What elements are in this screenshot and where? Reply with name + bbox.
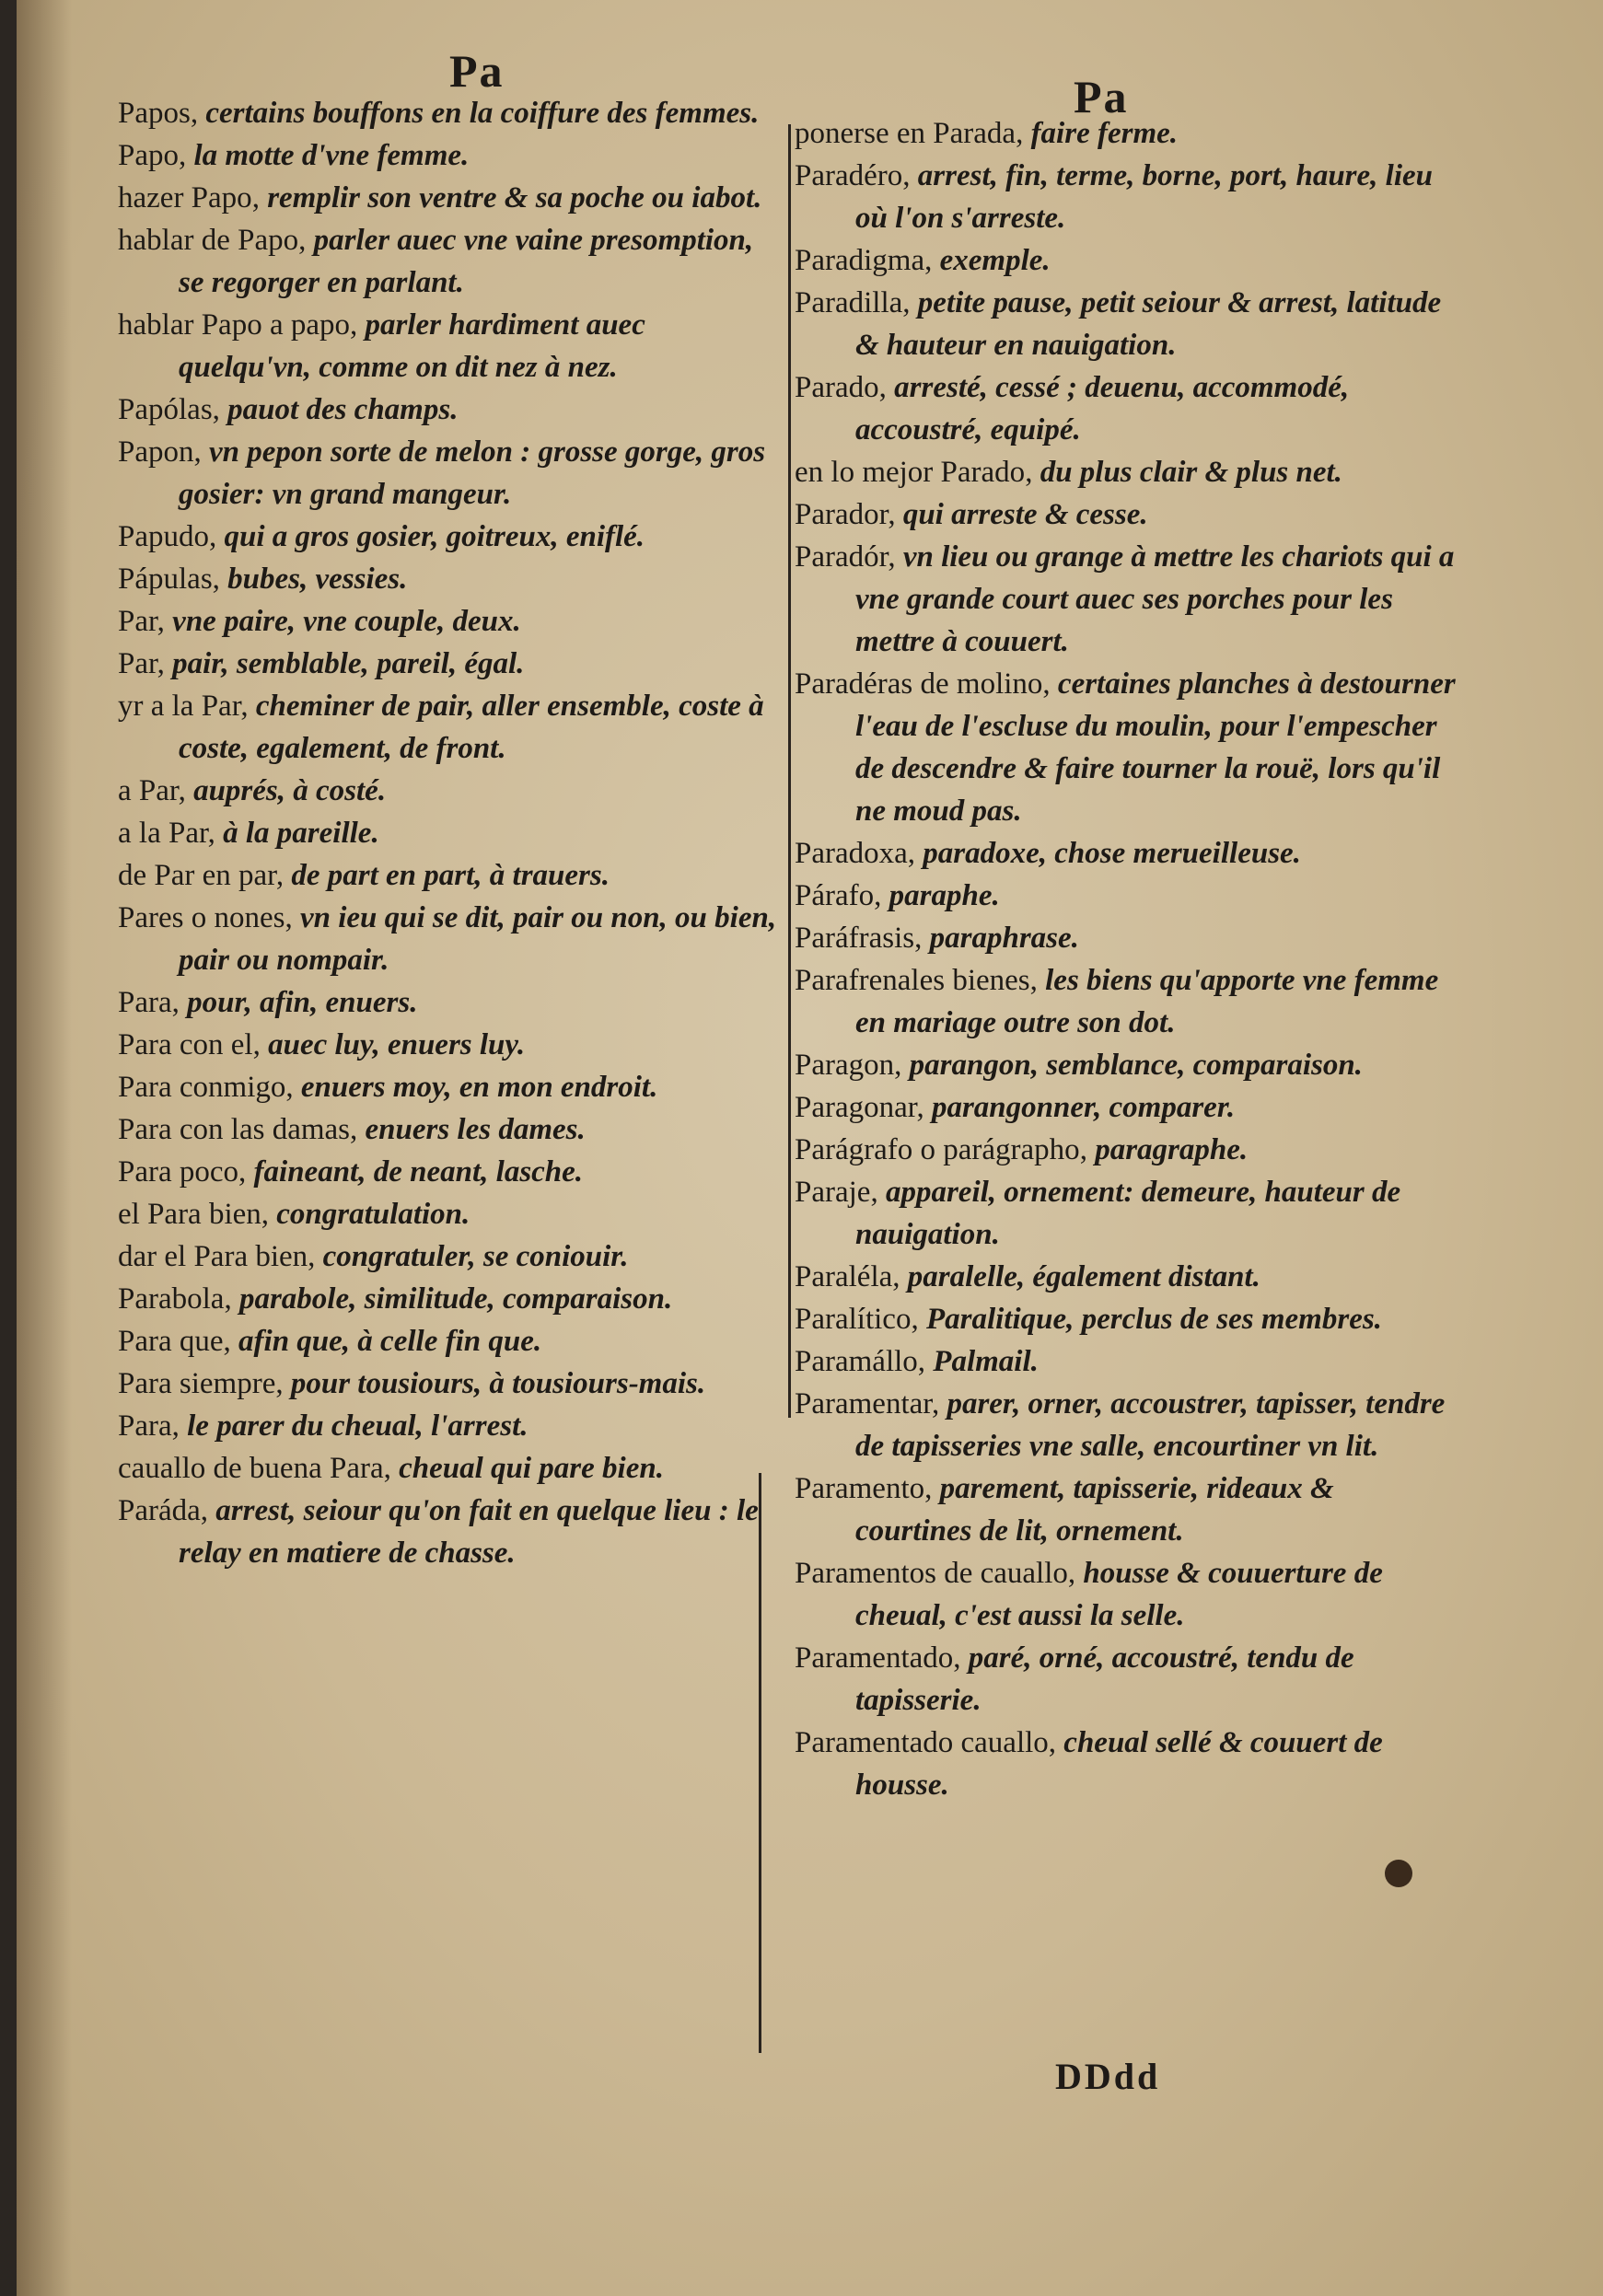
entry-headword: Parágrafo o parágrapho: [795, 1133, 1080, 1166]
entry-definition: paraphrase.: [929, 922, 1079, 955]
entry-definition: exemple.: [939, 244, 1051, 277]
dictionary-entry: [118, 897, 781, 981]
entry-separator: ,: [874, 879, 889, 912]
entry-headword: Para con el: [118, 1028, 253, 1061]
entry-headword: Papon: [118, 435, 194, 469]
entry-definition: vn lieu ou grange à mettre les chariots qui a vne grande court auec ses porches pour les mettre à couuert.: [855, 540, 1455, 658]
dictionary-entry: [795, 1086, 1458, 1129]
entry-definition: Palmail.: [933, 1345, 1039, 1378]
entry-headword: Par: [118, 647, 157, 680]
entry-headword: Paramentado cauallo: [795, 1726, 1049, 1759]
entry-definition: housse & couuerture de cheual, c'est aussi la selle.: [855, 1557, 1383, 1632]
entry-separator: ,: [212, 562, 228, 596]
entry-headword: Paraléla: [795, 1260, 893, 1293]
entry-separator: ,: [298, 224, 314, 257]
dictionary-entry: [795, 493, 1458, 536]
entry-definition: arrest, fin, terme, borne, port, haure, lieu où l'on s'arreste.: [855, 159, 1433, 235]
dictionary-entry: [795, 1637, 1458, 1722]
entry-headword: en lo mejor Parado: [795, 456, 1026, 489]
dictionary-entry: [795, 1340, 1458, 1383]
entry-headword: Parabola: [118, 1282, 225, 1316]
dictionary-entry: [795, 832, 1458, 875]
dictionary-entry: [795, 1129, 1458, 1171]
entry-definition: vn pepon sorte de melon : grosse gorge, gros gosier: vn grand mangeur.: [179, 435, 766, 511]
dictionary-entry: [118, 981, 781, 1024]
entry-separator: ,: [171, 986, 188, 1019]
dictionary-entry: [795, 1467, 1458, 1552]
ink-stain: [1385, 1860, 1412, 1887]
entry-separator: ,: [1048, 1726, 1064, 1759]
entry-separator: ,: [1042, 667, 1058, 701]
entry-separator: ,: [190, 97, 206, 130]
entry-headword: Paragonar: [795, 1091, 917, 1124]
dictionary-entry: [118, 1193, 781, 1235]
dictionary-entry: [795, 112, 1458, 155]
entry-separator: ,: [894, 1049, 910, 1082]
dictionary-entry: [795, 1383, 1458, 1467]
entry-separator: ,: [285, 1071, 301, 1104]
entry-definition: enuers moy, en mon endroit.: [300, 1071, 658, 1104]
entry-separator: ,: [924, 1472, 940, 1505]
entry-definition: pour, afin, enuers.: [187, 986, 418, 1019]
dictionary-entry: [795, 239, 1458, 282]
dictionary-page: [17, 0, 1603, 2296]
entry-separator: ,: [1029, 964, 1046, 997]
entry-headword: ponerse en Parada: [795, 117, 1016, 150]
entry-separator: ,: [275, 859, 292, 892]
entry-definition: afin que, à celle fin que.: [238, 1325, 542, 1358]
entry-definition: pair, semblable, pareil, égal.: [172, 647, 525, 680]
entry-separator: ,: [924, 244, 940, 277]
entry-separator: ,: [888, 540, 903, 574]
entry-headword: Paradór: [795, 540, 889, 574]
right-column: [795, 112, 1458, 1806]
entry-headword: Para con las damas: [118, 1113, 350, 1146]
entry-definition: paralelle, également distant.: [907, 1260, 1260, 1293]
dictionary-entry: [795, 366, 1458, 451]
dictionary-entry: [118, 219, 781, 304]
entry-headword: de Par en par: [118, 859, 276, 892]
entry-headword: Papólas: [118, 393, 213, 426]
dictionary-entry: [118, 1024, 781, 1066]
entry-separator: ,: [209, 520, 225, 553]
dictionary-entry: [795, 875, 1458, 917]
dictionary-entry: [795, 1256, 1458, 1298]
entry-separator: ,: [238, 1155, 254, 1189]
entry-separator: ,: [914, 922, 930, 955]
dictionary-entry: [118, 1447, 781, 1490]
dictionary-entry: [118, 1405, 781, 1447]
entry-separator: ,: [350, 1113, 366, 1146]
entry-headword: Paramentado: [795, 1641, 954, 1675]
entry-definition: parler hardiment auec quelqu'vn, comme on dit nez à nez.: [179, 308, 645, 384]
entry-separator: ,: [892, 1260, 908, 1293]
dictionary-entry: [118, 558, 781, 600]
entry-definition: vne paire, vne couple, deux.: [172, 605, 521, 638]
entry-definition: arrest, seiour qu'on fait en quelque lieu : le relay en matiere de chasse.: [179, 1494, 759, 1570]
dictionary-entry: [118, 304, 781, 388]
dictionary-entry: [795, 536, 1458, 663]
entry-definition: le parer du cheual, l'arrest.: [187, 1409, 529, 1443]
entry-definition: parangon, semblance, comparaison.: [909, 1049, 1363, 1082]
dictionary-entry: [118, 1320, 781, 1363]
entry-headword: Paramento: [795, 1472, 925, 1505]
dictionary-entry: [795, 282, 1458, 366]
dictionary-entry: [118, 1490, 781, 1574]
entry-definition: pauot des champs.: [227, 393, 459, 426]
entry-definition: appareil, ornement: demeure, hauteur de nauigation.: [855, 1176, 1401, 1251]
dictionary-entry: [795, 1722, 1458, 1806]
entry-headword: hablar de Papo: [118, 224, 299, 257]
dictionary-entry: [118, 1108, 781, 1151]
entry-headword: a Par: [118, 774, 179, 807]
entry-separator: ,: [193, 435, 209, 469]
left-column-header: Pa: [449, 45, 505, 97]
dictionary-entry: [118, 92, 781, 134]
dictionary-entry: [118, 516, 781, 558]
dictionary-entry: [118, 1278, 781, 1320]
entry-separator: ,: [261, 1198, 277, 1231]
dictionary-entry: [795, 663, 1458, 832]
entry-headword: Paráda: [118, 1494, 201, 1527]
dictionary-entry: [795, 1298, 1458, 1340]
dictionary-entry: [118, 770, 781, 812]
entry-headword: Para: [118, 986, 172, 1019]
entry-definition: de part en part, à trauers.: [291, 859, 610, 892]
dictionary-entry: [118, 134, 781, 177]
entry-headword: hablar Papo a papo: [118, 308, 350, 342]
entry-headword: Paragon: [795, 1049, 895, 1082]
dictionary-entry: [118, 431, 781, 516]
entry-definition: les biens qu'apporte vne femme en mariage outre son dot.: [855, 964, 1439, 1039]
entry-definition: faineant, de neant, lasche.: [253, 1155, 584, 1189]
dictionary-entry: [118, 600, 781, 643]
entry-headword: dar el Para bien: [118, 1240, 308, 1273]
entry-separator: ,: [275, 1367, 291, 1400]
entry-definition: cheminer de pair, aller ensemble, coste à coste, egalement, de front.: [179, 690, 764, 765]
entry-definition: parer, orner, accoustrer, tapisser, tendre de tapisseries vne salle, encourtiner vn lit.: [855, 1387, 1446, 1463]
entry-separator: ,: [902, 286, 918, 319]
dictionary-entry: [118, 1066, 781, 1108]
entry-separator: ,: [1016, 117, 1031, 150]
entry-headword: Pápulas: [118, 562, 213, 596]
entry-definition: parement, tapisserie, rideaux & courtines de lit, ornement.: [855, 1472, 1334, 1548]
entry-headword: Para: [118, 1409, 172, 1443]
entry-separator: ,: [251, 181, 268, 215]
entry-separator: ,: [888, 498, 903, 531]
dictionary-entry: [795, 451, 1458, 493]
entry-headword: Paráfrasis: [795, 922, 915, 955]
entry-headword: Párafo: [795, 879, 875, 912]
entry-separator: ,: [212, 393, 228, 426]
entry-separator: ,: [1025, 456, 1040, 489]
dictionary-entry: [118, 643, 781, 685]
column-divider: [788, 124, 791, 1418]
dictionary-entry: [118, 177, 781, 219]
entry-separator: ,: [383, 1452, 400, 1485]
entry-headword: Paraje: [795, 1176, 871, 1209]
entry-definition: du plus clair & plus net.: [1040, 456, 1342, 489]
dictionary-entry: [118, 685, 781, 770]
dictionary-entry: [118, 854, 781, 897]
entry-definition: paradoxe, chose merueilleuse.: [923, 837, 1301, 870]
entry-definition: Paralitique, perclus de ses membres.: [925, 1303, 1382, 1336]
entry-definition: remplir son ventre & sa poche ou iabot.: [267, 181, 762, 215]
entry-headword: Para poco: [118, 1155, 239, 1189]
page-gutter-shadow: [17, 0, 72, 2296]
entry-definition: la motte d'vne femme.: [193, 139, 470, 172]
entry-separator: ,: [907, 837, 923, 870]
entry-headword: Para conmigo: [118, 1071, 286, 1104]
entry-definition: petite pause, petit seiour & arrest, latitude & hauteur en nauigation.: [855, 286, 1442, 362]
entry-definition: faire ferme.: [1030, 117, 1179, 150]
entry-headword: Para que: [118, 1325, 224, 1358]
entry-separator: ,: [207, 817, 224, 850]
entry-definition: cheual qui pare bien.: [399, 1452, 664, 1485]
entry-definition: pour tousiours, à tousiours-mais.: [290, 1367, 706, 1400]
entry-separator: ,: [916, 1091, 932, 1124]
dictionary-entry: [118, 1151, 781, 1193]
entry-headword: Papo: [118, 139, 179, 172]
entry-definition: paré, orné, accoustré, tendu de tapisserie.: [855, 1641, 1354, 1717]
dictionary-entry: [118, 812, 781, 854]
dictionary-entry: [118, 388, 781, 431]
entry-headword: Paradigma: [795, 244, 925, 277]
dictionary-entry: [795, 1552, 1458, 1637]
entry-headword: Paramentar: [795, 1387, 932, 1421]
entry-definition: parabole, similitude, comparaison.: [238, 1282, 673, 1316]
entry-headword: el Para bien: [118, 1198, 261, 1231]
entry-headword: Parado: [795, 371, 879, 404]
entry-headword: Paramentos de cauallo: [795, 1557, 1068, 1590]
right-column-header: Pa: [1074, 71, 1129, 122]
entry-separator: ,: [179, 139, 194, 172]
entry-definition: certains bouffons en la coiffure des femmes.: [205, 97, 760, 130]
dictionary-entry: [118, 1363, 781, 1405]
entry-headword: Paramállo: [795, 1345, 918, 1378]
entry-definition: enuers les dames.: [365, 1113, 586, 1146]
entry-definition: qui a gros gosier, goitreux, eniflé.: [224, 520, 645, 553]
entry-definition: congratuler, se coniouir.: [322, 1240, 629, 1273]
entry-headword: Paradoxa: [795, 837, 908, 870]
entry-headword: a la Par: [118, 817, 208, 850]
entry-separator: ,: [252, 1028, 269, 1061]
dictionary-entry: [795, 917, 1458, 959]
entry-separator: ,: [917, 1345, 934, 1378]
entry-separator: ,: [1067, 1557, 1084, 1590]
entry-definition: certaines planches à destourner l'eau de l'escluse du moulin, pour l'empescher de descendre & faire tourner la rouë, lors qu'il ne moud pas.: [855, 667, 1456, 828]
entry-separator: ,: [308, 1240, 323, 1273]
entry-headword: Parador: [795, 498, 889, 531]
entry-definition: auec luy, enuers luy.: [268, 1028, 526, 1061]
entry-definition: arresté, cessé ; deuenu, accommodé, accoustré, equipé.: [855, 371, 1350, 446]
entry-separator: ,: [200, 1494, 216, 1527]
entry-definition: paraphe.: [889, 879, 1000, 912]
entry-headword: Pares o nones: [118, 901, 285, 934]
entry-definition: cheual sellé & couuert de housse.: [855, 1726, 1383, 1802]
entry-separator: ,: [870, 1176, 886, 1209]
entry-definition: congratulation.: [276, 1198, 470, 1231]
entry-headword: Par: [118, 605, 157, 638]
entry-separator: ,: [902, 159, 918, 192]
dictionary-entry: [795, 1171, 1458, 1256]
entry-headword: hazer Papo: [118, 181, 252, 215]
left-column: [118, 92, 781, 1574]
dictionary-entry: [795, 959, 1458, 1044]
entry-definition: parler auec vne vaine presomption, se regorger en parlant.: [179, 224, 754, 299]
entry-headword: Papudo: [118, 520, 209, 553]
entry-separator: ,: [224, 1282, 239, 1316]
entry-definition: vn ieu qui se dit, pair ou non, ou bien, pair ou nompair.: [179, 901, 777, 977]
entry-separator: ,: [931, 1387, 947, 1421]
entry-separator: ,: [223, 1325, 239, 1358]
entry-headword: Paralítico: [795, 1303, 912, 1336]
entry-separator: ,: [350, 308, 366, 342]
dictionary-entry: [795, 1044, 1458, 1086]
dictionary-entry: [118, 1235, 781, 1278]
entry-separator: ,: [911, 1303, 926, 1336]
entry-headword: Para siempre: [118, 1367, 276, 1400]
entry-headword: Paradéras de molino: [795, 667, 1043, 701]
entry-separator: ,: [157, 605, 173, 638]
entry-separator: ,: [1079, 1133, 1096, 1166]
entry-headword: cauallo de buena Para: [118, 1452, 384, 1485]
entry-separator: ,: [178, 774, 194, 807]
signature-mark: DDdd: [1055, 2056, 1161, 2097]
entry-definition: qui arreste & cesse.: [902, 498, 1148, 531]
entry-definition: parangonner, comparer.: [931, 1091, 1236, 1124]
entry-separator: ,: [157, 647, 173, 680]
entry-separator: ,: [171, 1409, 188, 1443]
entry-definition: paragraphe.: [1095, 1133, 1249, 1166]
entry-separator: ,: [285, 901, 300, 934]
entry-separator: ,: [878, 371, 895, 404]
dictionary-entry: [795, 155, 1458, 239]
entry-definition: auprés, à costé.: [193, 774, 387, 807]
entry-definition: bubes, vessies.: [227, 562, 408, 596]
entry-definition: à la pareille.: [223, 817, 379, 850]
entry-headword: Papos: [118, 97, 191, 130]
entry-headword: yr a la Par: [118, 690, 241, 723]
entry-separator: ,: [240, 690, 256, 723]
entry-headword: Paradéro: [795, 159, 903, 192]
entry-separator: ,: [953, 1641, 969, 1675]
entry-headword: Parafrenales bienes: [795, 964, 1030, 997]
entry-headword: Paradilla: [795, 286, 903, 319]
